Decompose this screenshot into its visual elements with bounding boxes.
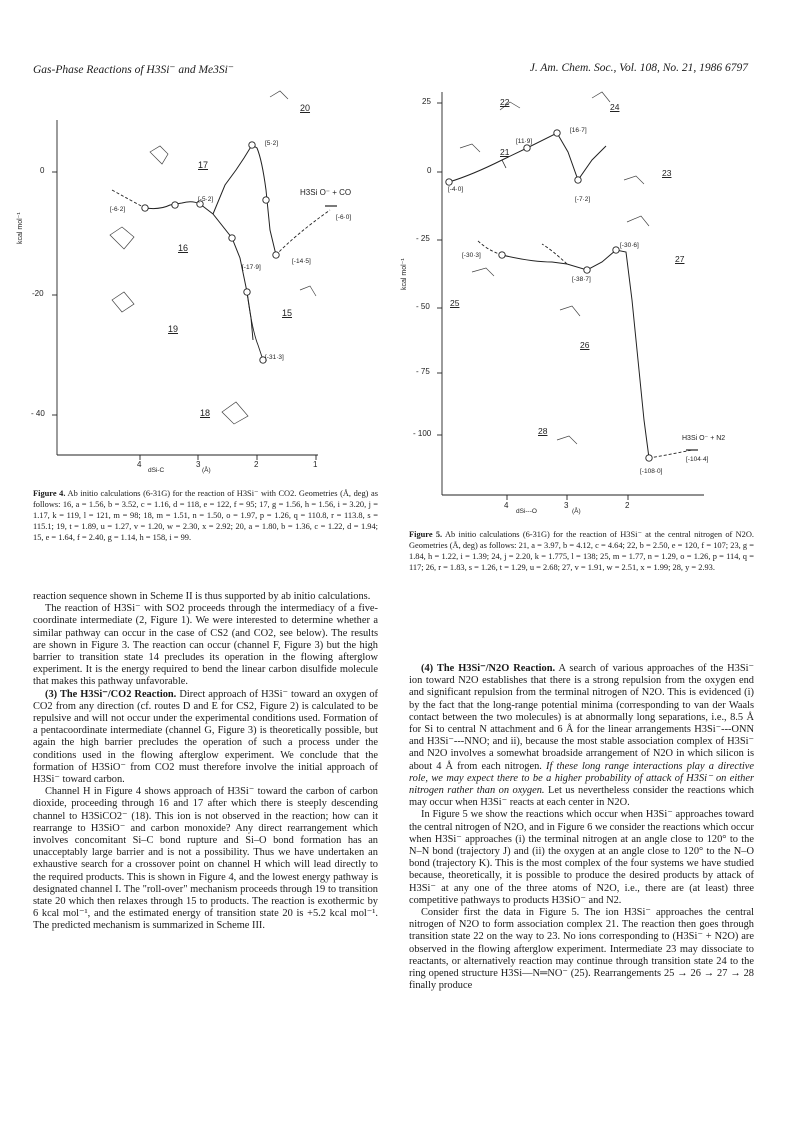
fig4-structure-label: 17 [198, 160, 209, 170]
emphasis: If these long range interactions play a directive role, we may expect there to be a higher probability of attack of H3Si⁻ on either nitrogen rather than on oxygen. [409, 760, 754, 797]
paragraph [33, 689, 378, 787]
fig4-y-tick-1: -20 [32, 289, 44, 298]
fig5-structure-label: 26 [580, 340, 590, 350]
fig4-structure-label: 20 [300, 103, 311, 113]
paragraph [409, 663, 754, 809]
figure-5-caption-text: Ab initio calculations (6-31G) for the reaction of H3Si⁻ at the central nitrogen of N2O. Geometries (Å, deg) as follows: 21, a = 3.97, b = 4.12, c = 4.64; 22, b = 2.50, e = 120, f = 107; 23, g = 1.84, h = 1.22, i = 1.39; 24, j = 2.20, k = 1.775, l = 138; 25, m = 1.77, n = 1.29, o = 1.26, p = 114, q = 117; 26, r = 1.83, s = 1.26, t = 1.29, u = 2.68; 27, v = 1.91, w = 2.51, x = 1.99; 28, y = 2.93. [409, 530, 754, 572]
fig5-point-label: [16·7] [570, 127, 587, 134]
fig4-x-tick-1: 3 [196, 460, 201, 469]
fig4-point-label: [-17·9] [242, 264, 261, 271]
figure-5-caption-label: Figure 5. [409, 530, 443, 539]
figure-4-plot [0, 0, 392, 480]
fig5-y-axis-label: kcal mol⁻¹ [401, 258, 408, 290]
figure-5 [392, 0, 785, 520]
fig4-structure-label: 19 [168, 324, 179, 334]
fig4-point-label: [-6·0] [336, 214, 352, 221]
fig5-point-label: [-108·0] [640, 468, 663, 475]
fig4-x-tick-2: 2 [254, 460, 259, 469]
fig4-y-axis-label: kcal mol⁻¹ [17, 212, 24, 244]
section-heading: (3) The H3Si⁻/CO2 Reaction. [45, 688, 177, 700]
fig5-point-label: [11·9] [516, 138, 533, 145]
figure-4-caption [33, 489, 378, 544]
paragraph: Consider first the data in Figure 5. The ion H3Si⁻ approaches the central nitrogen of N2O to form association complex 21. The reaction then goes through transition state 22 on the way to 23. No ions corresponding to (H3Si⁻ + N2O) are observed in the flowing afterglow experiment. Intermediate 23 may dissociate to reactants, or alternatively reaction may continue through transition state 24 to the ring opened structure H3Si—N═NO⁻ (25). Rearrangements 25 → 26 → 27 → 28 finally produce [409, 907, 754, 992]
fig5-structure-label: 23 [662, 168, 672, 178]
fig5-x-tick: 2 [625, 501, 630, 510]
figure-5-plot [392, 0, 785, 520]
fig5-x-tick: 4 [504, 501, 509, 510]
fig5-point-label: [-4·0] [448, 186, 464, 193]
fig5-product-label: H3Si O⁻ + N2 [682, 435, 726, 442]
fig4-point-label: [-6·2] [110, 206, 126, 213]
fig4-x-axis-unit: (Å) [202, 467, 211, 474]
fig4-x-tick-3: 1 [313, 460, 318, 469]
fig5-x-axis-unit: (Å) [572, 508, 581, 515]
fig5-y-tick: - 50 [416, 302, 430, 311]
fig5-point-label: [-30·6] [620, 242, 639, 249]
paragraph-text: Direct approach of H3Si⁻ toward an oxygen of CO2 from any direction (cf. routes D and E for CS2, Figure 2) is calculated to be repulsive and will not occur under the experimental conditions used. Formation of a pentacoordinate intermediate (channel G, Figure 3) is theoretically possible, but again the high barrier precludes the operation of such a process under the conditions used in the flowing afterglow experiment. We conclude that the formation of H3SiO⁻ from CO2 must therefore involve the initial approach of H3Si⁻ toward carbon. [33, 688, 378, 786]
fig5-y-tick: 25 [422, 97, 431, 106]
fig4-structure-label: 18 [200, 408, 211, 418]
fig4-y-tick-0: 0 [40, 166, 45, 175]
fig5-structure-label: 28 [538, 426, 548, 436]
fig5-x-axis-label: dSi---O [516, 508, 537, 515]
fig4-y-tick-2: - 40 [31, 409, 45, 418]
fig4-point-label: [-5·2] [198, 196, 214, 203]
fig5-point-label: [-30·3] [462, 252, 481, 259]
fig5-y-tick: - 100 [413, 429, 432, 438]
paragraph-text: Let us nevertheless consider the reactions which may occur when H3Si⁻ reacts at each center in N2O. [409, 785, 754, 809]
paragraph: reaction sequence shown in Scheme II is thus supported by ab initio calculations. [33, 591, 371, 602]
fig4-point-label: [-14·5] [292, 258, 311, 265]
fig5-y-tick: - 25 [416, 234, 430, 243]
fig4-structure-label: 16 [178, 243, 189, 253]
fig5-y-tick: 0 [427, 166, 432, 175]
fig4-x-axis-label: dSi-C [148, 467, 165, 474]
fig4-product-label: H3Si O⁻ + CO [300, 188, 352, 197]
section-heading: (4) The H3Si⁻/N2O Reaction. [421, 663, 556, 674]
fig4-x-tick-0: 4 [137, 460, 142, 469]
paragraph: The reaction of H3Si⁻ with SO2 proceeds through the intermediacy of a five-coordinate intermediate (2, Figure 1). We were interested to determine whether a similar pathway can occur in the case of CS2 (and CO2, see below). The results are shown in Figure 3. The reaction can occur (channel F, Figure 3) but the high barrier to transition state 14 precludes its operation in the flowing afterglow experiment. It is the energy required to bend the linear carbon disulfide molecule that makes this pathway unfavorable. [33, 603, 378, 688]
figure-4-caption-text: Ab initio calculations (6-31G) for the reaction of H3Si⁻ with CO2. Geometries (Å, deg) as follows: 16, a = 1.56, b = 3.52, c = 1.16, d = 118, e = 122, f = 95; 17, g = 1.56, h = 1.56, i = 3.20, j = 1.17, k = 119, l = 121, m = 98; 18, m = 1.51, n = 1.50, o = 1.97, p = 1.26, q = 110.8, r = 113.8, s = 115.1; 19, t = 1.89, u = 1.27, v = 1.20, w = 2.30, x = 2.92; 20, a = 1.80, b = 1.36, c = 1.22, d = 1.94; 15, e = 1.64, f = 2.40, g = 1.14, h = 158, i = 99. [33, 489, 378, 542]
right-column-text [409, 663, 754, 992]
fig4-structure-label: 15 [282, 308, 293, 318]
left-column-text [33, 591, 378, 933]
fig5-structure-label: 24 [610, 102, 620, 112]
paragraph-text: A search of various approaches of the H3Si⁻ ion toward N2O establishes that there is a strong repulsion from the oxygen end and significant repulsion from the terminal nitrogen of N2O. This is evidenced (i) by the fact that the long-range potential minima (corresponding to van der Waals contact between the two molecules) is at abnormally long separations, i.e., 8.5 Å for Si to central N attachment and 6 Å for the linear arrangements H3Si⁻---ONN and H3Si⁻---NNO; and ii), because the most stable association complex of H3Si⁻ and N2O involves a somewhat broadside arrangement of N2O in which silicon is about 4 Å from each nitrogen. [409, 663, 754, 772]
fig5-point-label: [-104·4] [686, 456, 709, 463]
fig5-point-label: [-7·2] [575, 196, 591, 203]
fig5-point-label: [-38·7] [572, 276, 591, 283]
fig4-point-label: [5·2] [265, 140, 279, 147]
paragraph: Channel H in Figure 4 shows approach of H3Si⁻ toward the carbon of carbon dioxide, proceeding through 16 and 17 after which there is steeply descending channel to H3SiCO2⁻ (18). This ion is not observed in the reaction; how can it rearrange to H3SiO⁻ and carbon monoxide? Any direct rearrangement which involves concomitant Si–C bond rupture and Si–O bond formation has an unacceptably large barrier and is not a possibility. Thus we have undertaken an exhaustive search for a crossover point on channel H which will lead directly to the required products. This is shown in Figure 4, and the lowest energy pathway is designated channel I. The "roll-over" mechanism proceeds through 19 to transition state 20 which then relaxes through 15 to products. The reaction is exothermic by 6 kcal mol⁻¹, and the estimated energy of transition state 20 is +5.2 kcal mol⁻¹. The predicted mechanism is summarized in Scheme III. [33, 786, 378, 932]
figure-4-caption-label: Figure 4. [33, 489, 66, 498]
fig5-structure-label: 27 [675, 254, 685, 264]
fig5-structure-label: 25 [450, 298, 460, 308]
fig5-y-tick: - 75 [416, 367, 430, 376]
figure-5-caption [409, 530, 754, 574]
fig5-structure-label: 22 [500, 97, 510, 107]
fig5-structure-label: 21 [500, 147, 510, 157]
figure-4 [0, 0, 392, 480]
paragraph: In Figure 5 we show the reactions which occur when H3Si⁻ approaches toward the central nitrogen of N2O, and in Figure 6 we consider the reactions which occur when H3Si⁻ approaches (i) the terminal nitrogen at an angle close to 120° to the N–N bond (trajectory J) and (ii) the oxygen at an angle close to 120° to the N–O bond (trajectory K). This is the most complex of the four systems we have studied because, theoretically, it is possible to produce the desired products by attack of H3Si⁻ at any one of the three atoms of N2O, i.e., there are (at least) three competitive pathways to products H3SiO⁻ and N2. [409, 809, 754, 906]
fig5-x-tick: 3 [564, 501, 569, 510]
running-header-right: J. Am. Chem. Soc., Vol. 108, No. 21, 1986 6797 [529, 62, 748, 74]
running-header-left: Gas-Phase Reactions of H3Si⁻ and Me3Si⁻ [33, 64, 234, 76]
fig4-point-label: [-31·3] [265, 354, 284, 361]
